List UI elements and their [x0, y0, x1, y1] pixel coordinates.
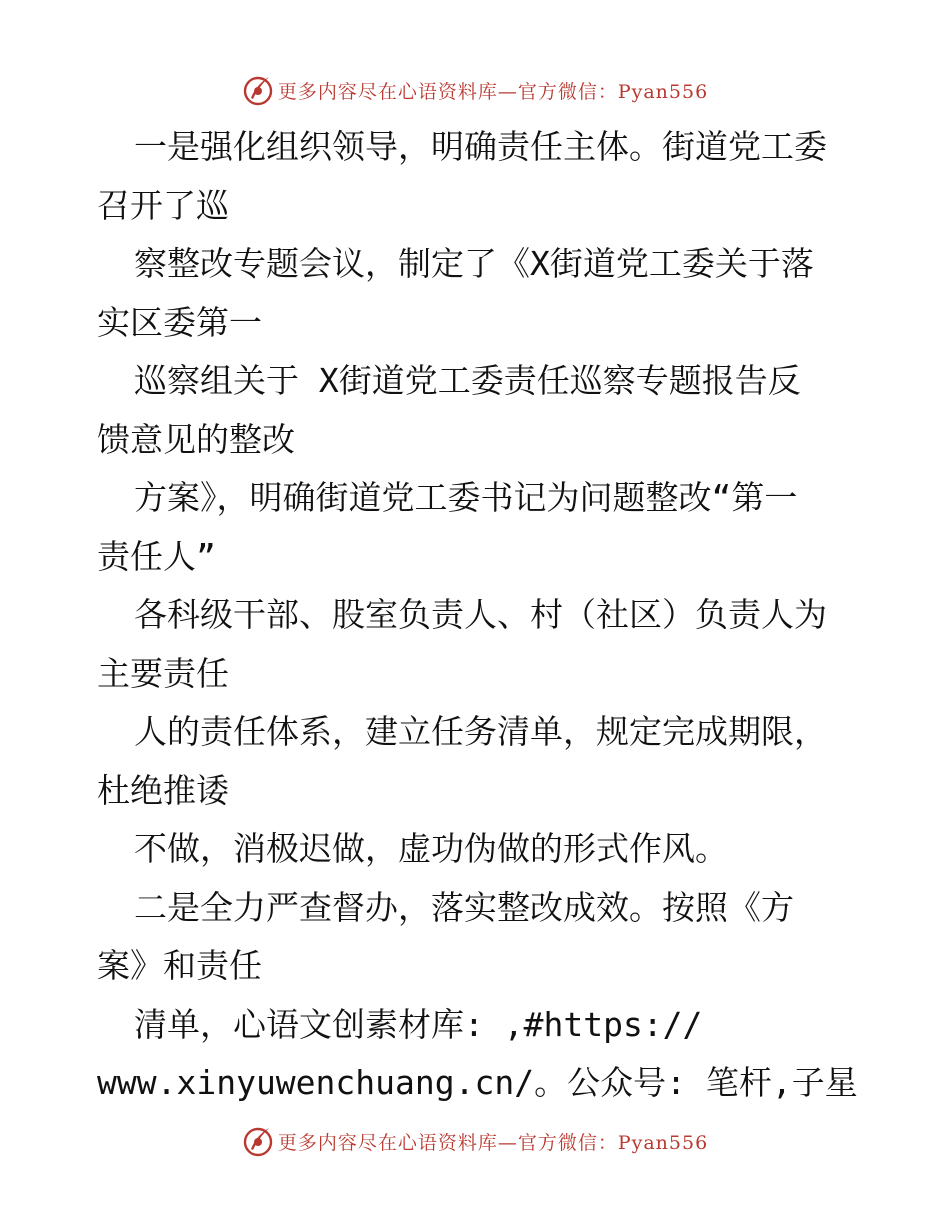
paragraph-line: 各科级干部、股室负责人、村（社区）负责人为	[134, 595, 827, 634]
paragraph-line: 方案》，明确街道党工委书记为问题整改“第一	[134, 478, 798, 517]
body-text	[97, 118, 897, 1113]
quill-pen-circle-icon	[242, 74, 274, 106]
paragraph-line: 案》和责任	[97, 946, 262, 985]
watermark-text: 更多内容尽在心语资料库—官方微信：Pyan556	[277, 1131, 709, 1154]
header-watermark	[0, 70, 950, 110]
paragraph-line: 主要责任	[97, 653, 229, 693]
paragraph-line: 召开了巡	[97, 185, 229, 225]
paragraph-line: 实区委第一	[97, 302, 262, 342]
paragraph-line: 巡察组关于 X街道党工委责任巡察专题报告反	[134, 361, 801, 400]
watermark-text: 更多内容尽在心语资料库—官方微信：Pyan556	[277, 80, 709, 103]
footer-watermark	[0, 1121, 950, 1161]
paragraph-line: 人的责任体系，建立任务清单，规定完成期限，	[134, 712, 827, 751]
paragraph-line: 清单，心语文创素材库: ,#https://	[134, 1004, 703, 1044]
paragraph-line: 馈意见的整改	[97, 419, 295, 459]
paragraph-line: 一是强化组织领导，明确责任主体。街道党工委	[134, 127, 827, 166]
paragraph-line: 二是全力严查督办，落实整改成效。按照《方	[134, 887, 794, 927]
quill-pen-circle-icon	[242, 1125, 274, 1157]
paragraph-line: 察整改专题会议，制定了《X街道党工委关于落	[134, 244, 814, 283]
paragraph-line: 杜绝推诿	[97, 770, 229, 810]
paragraph-line: 不做，消极迟做，虚功伪做的形式作风。	[134, 829, 728, 868]
paragraph-line: www.xinyuwenchuang.cn/。公众号: 笔杆,子星	[97, 1063, 858, 1102]
paragraph-line: 责任人”	[97, 536, 216, 576]
